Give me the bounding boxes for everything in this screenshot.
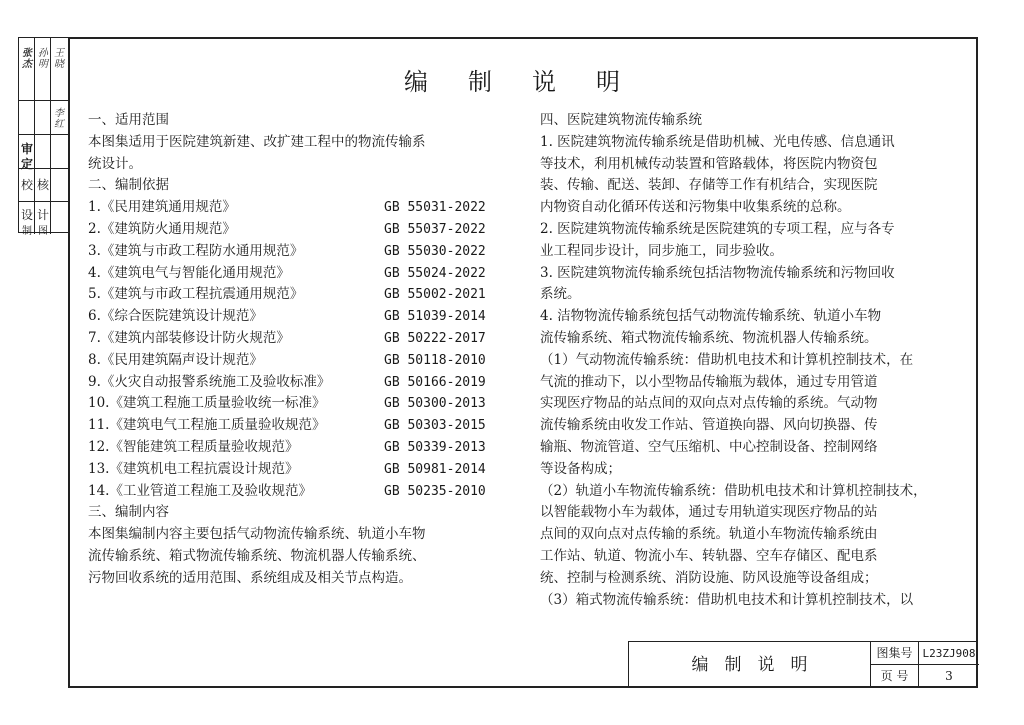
right-line-text: 4. 洁物物流传输系统包括气动物流传输系统、轨道小车物 [540,308,882,325]
left-line-text: 12.《智能建筑工程质量验收规范》 [88,438,299,455]
right-line [540,350,970,372]
right-line-text: 1. 医院建筑物流传输系统是借助机械、光电传感、信息通讯 [540,133,895,150]
standard-code: GB 51039-2014 [384,309,486,325]
left-line-text: 7.《建筑内部装修设计防火规范》 [88,329,290,346]
atlas-number: L23ZJ908 [919,642,979,665]
left-line-text: 2.《建筑防火通用规范》 [88,220,236,237]
right-line [540,110,970,132]
left-line-text: 9.《火灾自动报警系统施工及验收标准》 [88,373,331,390]
right-line-text: 流传输系统、箱式物流传输系统、物流机器人传输系统。 [540,329,878,346]
standard-code: GB 50222-2017 [384,330,486,346]
right-line [540,263,970,285]
right-line-text: 四、医院建筑物流传输系统 [540,112,702,128]
page-label: 页 号 [871,665,919,688]
right-column [540,110,970,611]
right-line-text: 系统。 [540,286,581,303]
right-line-text: 装、传输、配送、装卸、存储等工作有机结合，实现医院 [540,177,878,194]
right-line-text: 实现医疗物品的站点间的双向点对点传输的系统。气动物 [540,395,878,412]
role-design-2: 计 [36,208,49,222]
right-line-text: 点间的双向点对点传输的系统。轨道小车物流传输系统由 [540,526,878,543]
signature-4: 李红 [54,108,64,130]
right-line-text: （2）轨道小车物流传输系统：借助机电技术和计算机控制技术， [540,482,927,499]
right-line [540,481,970,503]
right-line [540,219,970,241]
standard-code: GB 50235-2010 [384,483,486,499]
right-line-text: 内物资自动化循环传送和污物集中收集系统的总称。 [540,199,851,216]
right-line [540,393,970,415]
left-line [88,393,508,415]
left-line [88,306,508,328]
left-column [88,110,508,590]
left-line [88,284,508,306]
role-draw-2: 图 [38,226,48,237]
right-line-text: 统、控制与检测系统、消防设施、防风设施等设备组成； [540,569,878,586]
right-line-text: （3）箱式物流传输系统：借助机电技术和计算机控制技术，以 [540,591,914,608]
right-line [540,306,970,328]
left-line [88,437,508,459]
left-line [88,481,508,503]
left-line-text: 6.《综合医院建筑设计规范》 [88,308,263,325]
left-line [88,219,508,241]
left-line-text: 污物回收系统的适用范围、系统组成及相关节点构造。 [88,569,412,586]
left-line [88,328,508,350]
right-line [540,568,970,590]
left-line [88,524,508,546]
right-line-text: 工作站、轨道、物流小车、转轨器、空车存储区、配电系 [540,547,878,564]
title-block [628,641,978,688]
standard-code: GB 55002-2021 [384,287,486,303]
right-line [540,590,970,612]
left-line-text: 一、适用范围 [88,112,169,128]
left-line-text: 3.《建筑与市政工程防水通用规范》 [88,242,304,259]
left-line [88,459,508,481]
role-check: 校 [20,178,33,192]
standard-code: GB 50166-2019 [384,374,486,390]
left-line [88,154,508,176]
left-line [88,241,508,263]
right-line [540,546,970,568]
left-line-text: 11.《建筑电气工程施工质量验收规范》 [88,417,326,434]
right-line-text: （1）气动物流传输系统：借助机电技术和计算机控制技术，在 [540,351,914,368]
left-line-text: 流传输系统、箱式物流传输系统、物流机器人传输系统、 [88,547,426,564]
signature-2: 孙明 [38,48,48,70]
right-line-text: 以智能载物小车为载体，通过专用轨道实现医疗物品的站 [540,504,878,521]
right-line [540,502,970,524]
right-line [540,415,970,437]
left-line [88,372,508,394]
right-line [540,524,970,546]
left-line [88,568,508,590]
left-line-text: 4.《建筑电气与智能化通用规范》 [88,264,290,281]
left-line [88,263,508,285]
right-line-text: 等技术，利用机械传动装置和管路载体，将医院内物资包 [540,155,878,172]
right-line [540,175,970,197]
role-design: 设 [20,208,33,222]
right-line [540,197,970,219]
signature-3: 王晓 [54,48,64,70]
left-line [88,175,508,197]
standard-code: GB 55037-2022 [384,221,486,237]
standard-code: GB 55030-2022 [384,243,486,259]
left-line-text: 5.《建筑与市政工程抗震通用规范》 [88,286,304,303]
signature-1: 张杰 [22,48,32,70]
right-line-text: 2. 医院建筑物流传输系统是医院建筑的专项工程，应与各专 [540,220,895,237]
standard-code: GB 50300-2013 [384,396,486,412]
left-line [88,132,508,154]
role-approve: 审定 [20,142,33,171]
right-line-text: 气流的推动下，以小型物品传输瓶为载体，通过专用管道 [540,373,878,390]
page-number: 3 [945,669,953,683]
left-line-text: 本图集适用于医院建筑新建、改扩建工程中的物流传输系 [88,133,426,150]
left-line-text: 14.《工业管道工程施工及验收规范》 [88,482,312,499]
left-line [88,197,508,219]
left-line-text: 10.《建筑工程施工质量验收统一标准》 [88,395,326,412]
left-line-text: 1.《民用建筑通用规范》 [88,199,236,216]
atlas-label: 图集号 [871,642,919,665]
right-line [540,154,970,176]
right-line [540,328,970,350]
role-check-2: 核 [36,178,49,192]
left-line [88,110,508,132]
left-line [88,502,508,524]
right-line [540,241,970,263]
standard-code: GB 55024-2022 [384,265,486,281]
title-block-name: 编制说明 [629,642,871,688]
standard-code: GB 50339-2013 [384,439,486,455]
standard-code: GB 50303-2015 [384,418,486,434]
right-line-text: 3. 医院建筑物流传输系统包括洁物物流传输系统和污物回收 [540,264,895,281]
left-line-text: 三、编制内容 [88,504,169,521]
left-line [88,350,508,372]
left-line [88,415,508,437]
right-line-text: 业工程同步设计，同步施工，同步验收。 [540,242,783,259]
right-line [540,372,970,394]
left-line [88,546,508,568]
right-line [540,437,970,459]
standard-code: GB 50118-2010 [384,352,486,368]
left-line-text: 13.《建筑机电工程抗震设计规范》 [88,460,299,477]
role-draw: 制 [22,226,32,237]
left-line-text: 二、编制依据 [88,177,169,194]
left-line-text: 统设计。 [88,155,142,172]
right-line-text: 输瓶、物流管道、空气压缩机、中心控制设备、控制网络 [540,438,878,455]
left-line-text: 8.《民用建筑隔声设计规范》 [88,351,263,368]
standard-code: GB 55031-2022 [384,200,486,216]
right-line-text: 等设备构成； [540,460,621,477]
right-line [540,284,970,306]
right-line-text: 流传输系统由收发工作站、管道换向器、风向切换器、传 [540,417,878,434]
page-title: 编制说明 [404,68,660,96]
left-line-text: 本图集编制内容主要包括气动物流传输系统、轨道小车物 [88,526,426,543]
right-line [540,132,970,154]
right-line [540,459,970,481]
standard-code: GB 50981-2014 [384,461,486,477]
